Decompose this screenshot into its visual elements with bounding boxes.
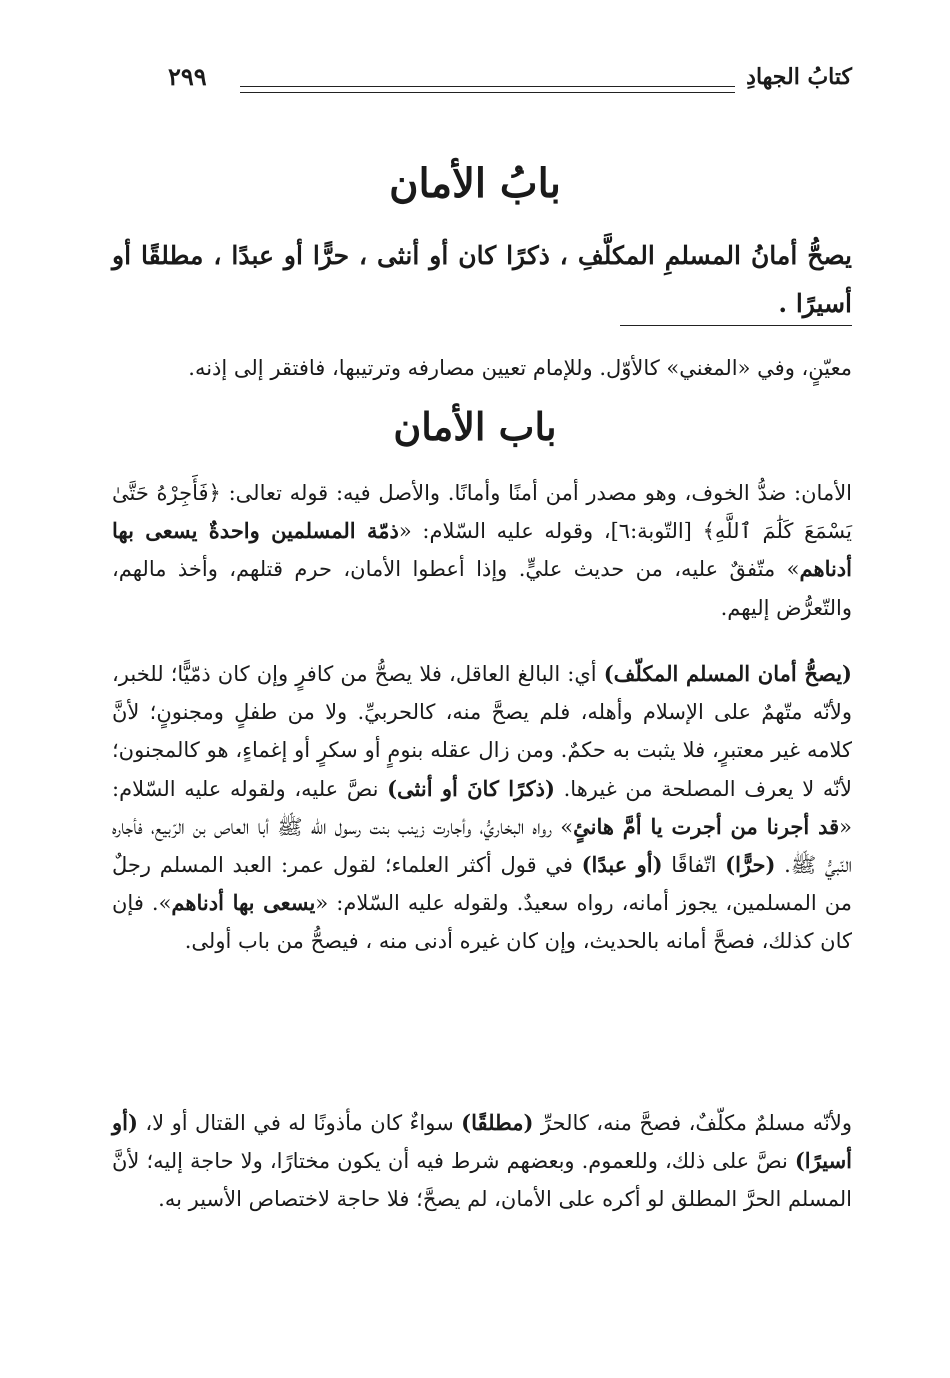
matn-separator-rule	[620, 325, 852, 326]
text-segment: ولأنّه مسلمٌ مكلّفٌ، فصحَّ منه، كالحرِّ	[533, 1111, 852, 1135]
bold-segment: يسعى بها أدناهم	[171, 890, 316, 916]
text-segment: [التّوبة:٦]، وقوله عليه السّلام: «	[398, 519, 703, 544]
carried-over-line: معيّنٍ، وفي «المغني» كالأوّل. وللإمام تعيين مصارفه وترتيبها، فافتقر إلى إذنه.	[188, 356, 852, 380]
commentary-paragraph-2	[112, 655, 852, 961]
bold-segment: (أو عبدًا)	[581, 852, 663, 878]
text-segment: نصَّ عليه، ولقوله عليه السّلام: «	[112, 776, 852, 839]
text-segment: أي: البالغ العاقل، فلا يصحُّ من كافرٍ وإن كان ذمّيًّا؛ للخبر، ولأنّه متّهمٌ على الإسلام وأهله، فلم يصحَّ منه، كالحربيِّ. ولا من طفلٍ ومجنونٍ؛ لأنَّ كلامه غير معتبرٍ، فلا يثبت به حكمٌ. ومن زال عقله بنومٍ أو سكرٍ أو إغماءٍ، هو كالمجنون؛ لأنّه لا يعرف المصلحة من غيرها.	[112, 662, 853, 801]
header-rule	[240, 86, 735, 93]
bold-segment: (حرًّا)	[725, 852, 776, 878]
bold-segment: قد أجرنا من أجرت يا أمَّ هانئٍ	[573, 813, 840, 839]
text-segment: الأمان: ضدُّ الخوف، وهو مصدر أمن أمنًا وأمانًا. والأصل فيه: قوله تعالى:	[220, 481, 853, 505]
bold-segment: (أو أسيرًا)	[112, 1110, 852, 1174]
text-segment: ﴿فَأَجِرْهُ حَتَّىٰ يَسْمَعَ كَلَٰمَ ٱللَّهِ﴾	[112, 481, 853, 544]
text-segment: سواءٌ كان مأذونًا له في القتال أو لا،	[137, 1111, 462, 1135]
text-segment: اتّفاقًا	[662, 853, 726, 878]
bold-segment: ذمّة المسلمين واحدةٌ يسعى بها أدناهم	[112, 518, 852, 582]
text-segment: » رواه البخاريُّ، وأجارت زينب بنت رسول اللّٰه ﷺ أبا العاص بن الرّبيع، فأجاره النّبيُّ ﷺ.	[112, 814, 853, 878]
running-title: كتابُ الجهادِ	[746, 64, 852, 90]
text-segment: نصَّ على ذلك، وللعموم. وبعضهم شرط فيه أن يكون مختارًا، ولا حاجة إليه؛ لأنَّ المسلم الحرَّ المطلق لو أكره على الأمان، لم يصحَّ؛ فلا حاجة لاختصاص الأسير به.	[112, 1149, 852, 1212]
bold-segment: (مطلقًا)	[461, 1110, 534, 1135]
text-segment: ». فإن كان كذلك، فصحَّ أمانه بالحديث، وإن كان غيره أدنى منه ، فيصحُّ من باب أولى.	[112, 891, 852, 954]
matn-text: يصحُّ أمانُ المسلمِ المكلَّفِ ، ذكرًا كان أو أنثى ، حرًّا أو عبدًا ، مطلقًا أو أسيرًا .	[112, 241, 852, 318]
text-segment: في قول أكثر العلماء؛ لقول عمر: العبد المسلم رجلٌ من المسلمين، يجوز أمانه، رواه سعيدٌ. ولقوله عليه السّلام: «	[112, 853, 852, 916]
text-segment: » متّفقٌ عليه، من حديث عليٍّ. وإذا أعطوا الأمان، حرم قتلهم، وأخذ مالهم، والتّعرُّض إليهم.	[112, 557, 852, 620]
commentary-chapter-title: باب الأمان	[393, 404, 557, 449]
matn-chapter-title: بابُ الأمان	[389, 160, 561, 207]
commentary-paragraph-3	[112, 1104, 852, 1219]
page-number: ٢٩٩	[168, 62, 207, 91]
bold-segment: (ذكرًا كانَ أو أنثى)	[387, 775, 555, 801]
bold-segment: (يصحُّ أمان المسلم المكلّف)	[603, 661, 852, 686]
commentary-paragraph-1	[112, 474, 852, 627]
